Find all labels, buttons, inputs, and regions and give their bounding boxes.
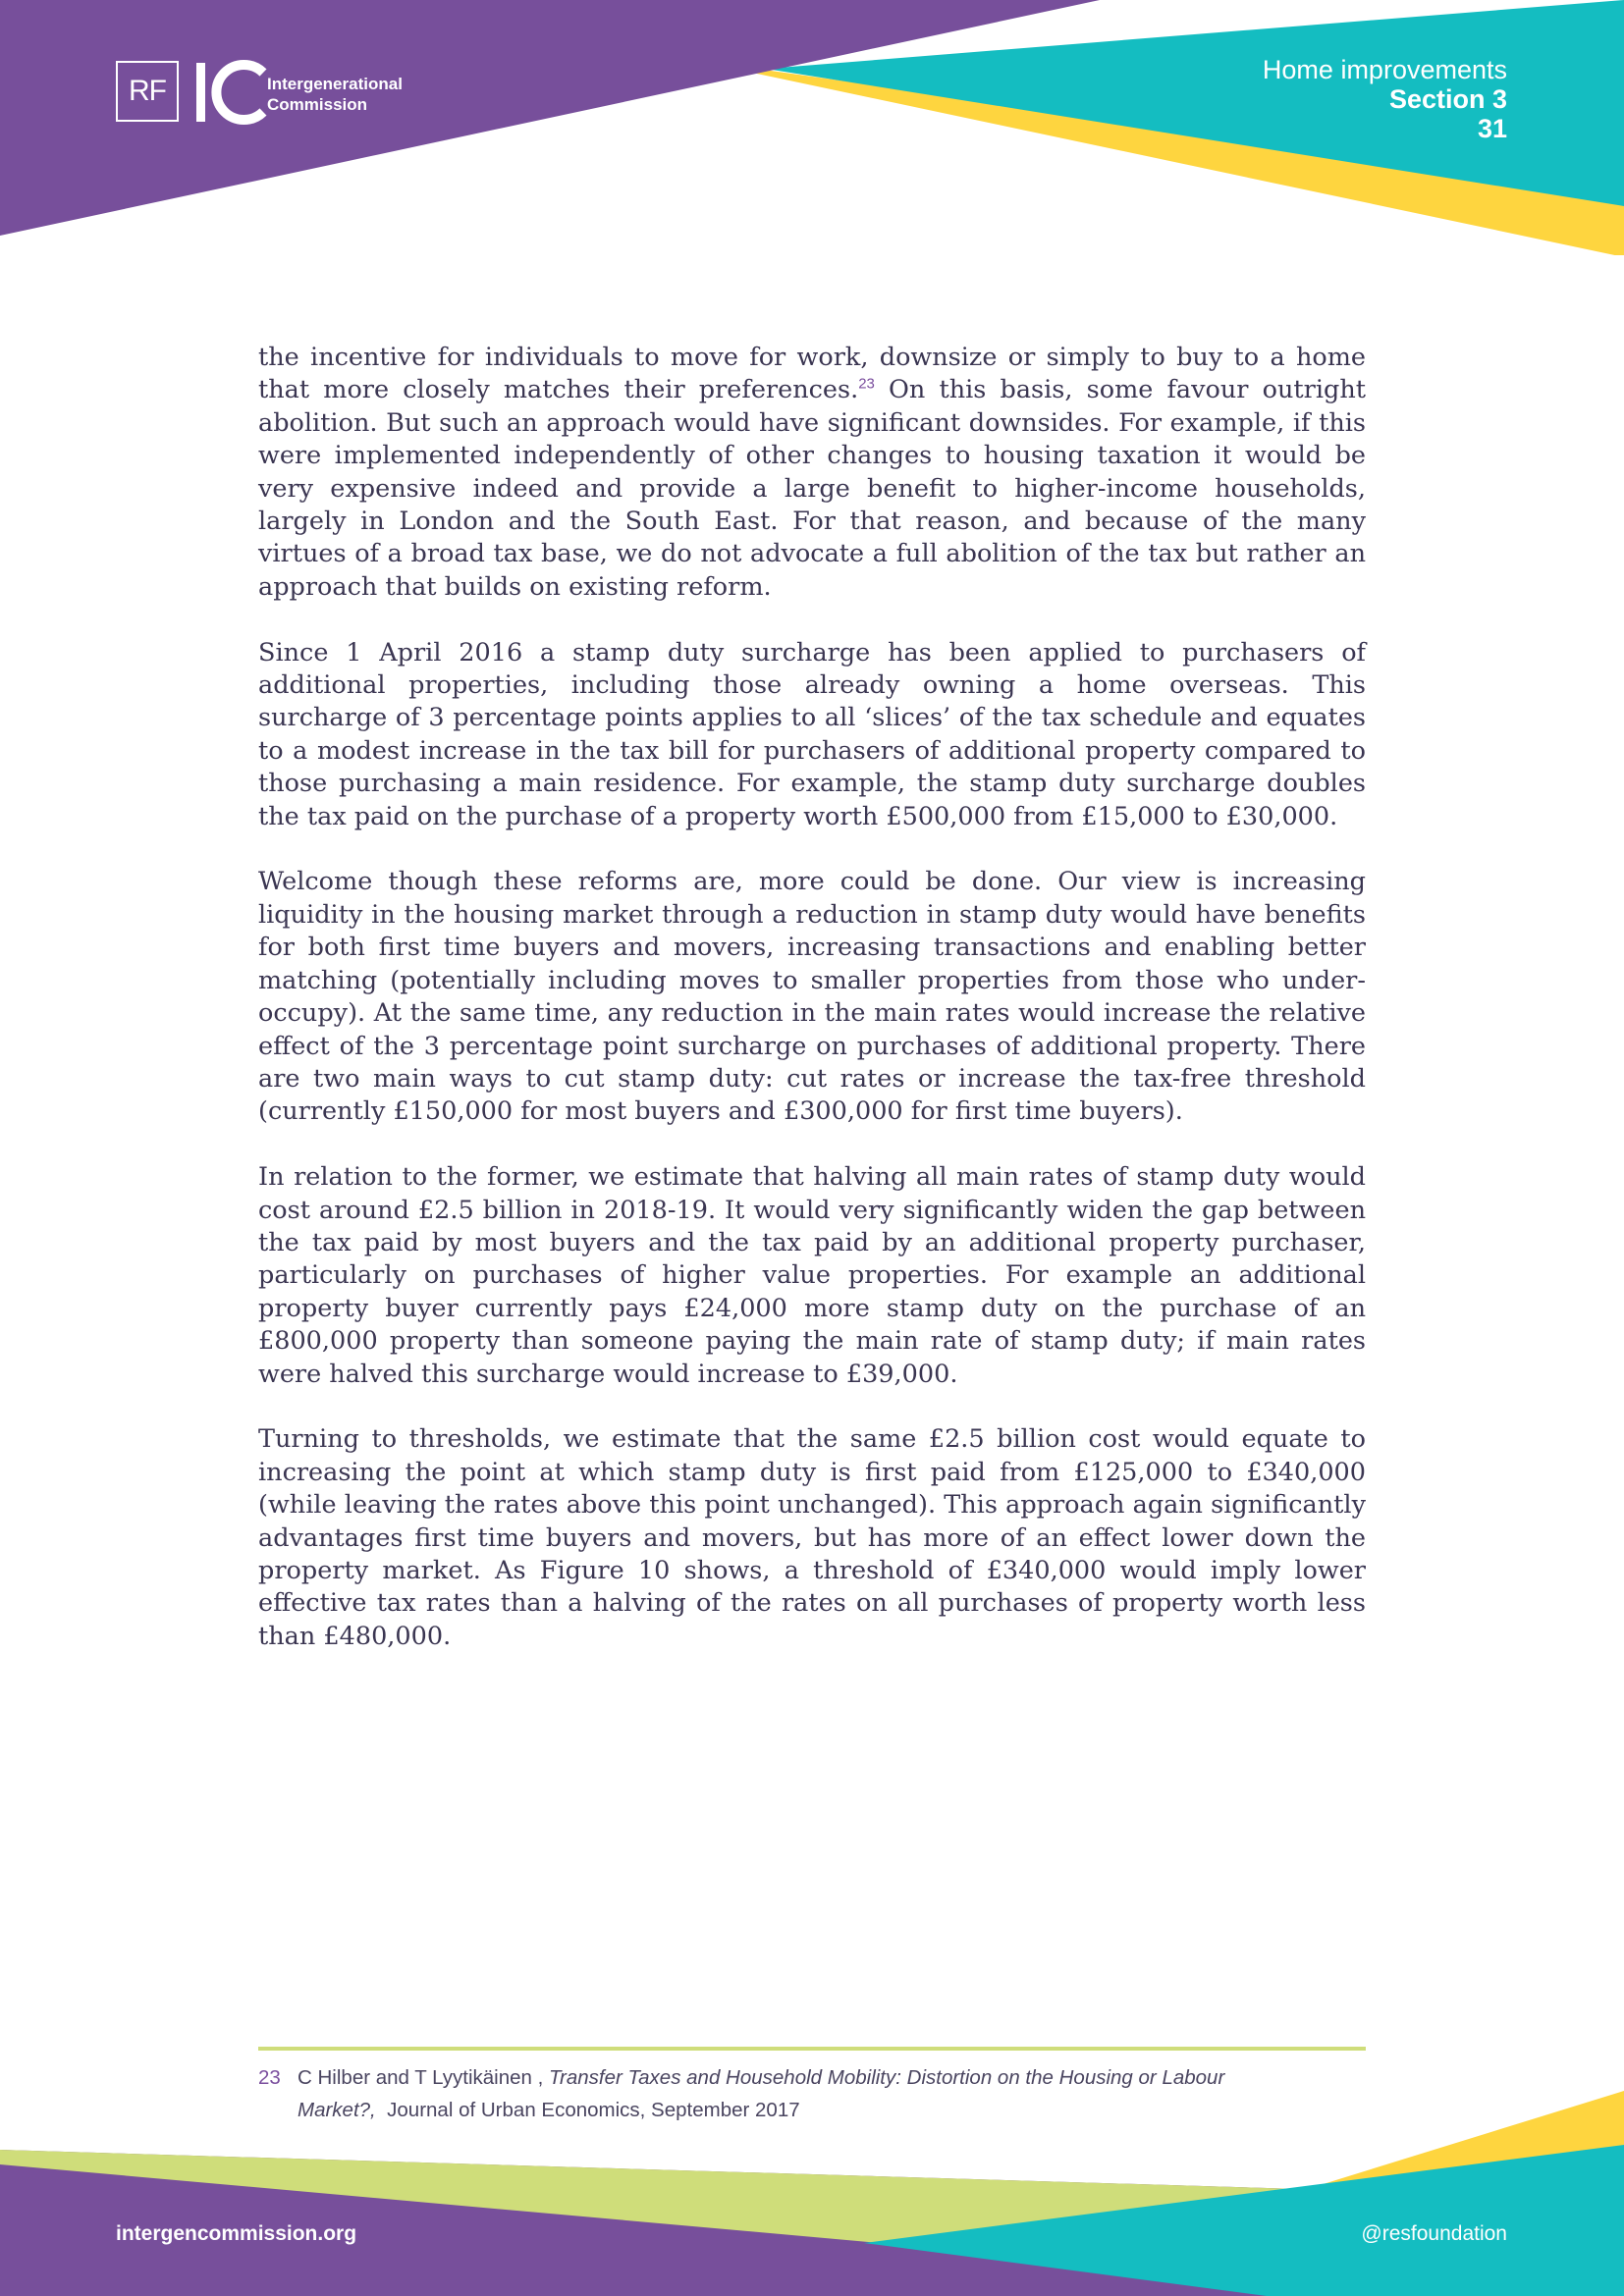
footnote-divider xyxy=(258,2047,1366,2051)
ic-logo-line2: Commission xyxy=(267,95,368,114)
footnote-number: 23 xyxy=(258,2066,281,2089)
running-header xyxy=(1263,55,1507,143)
ic-logo-text xyxy=(267,74,403,115)
footnote-title-1: Transfer Taxes and Household Mobility: Distortion on the Housing or Labour xyxy=(549,2066,1225,2089)
website-link[interactable]: intergencommission.org xyxy=(116,2222,357,2245)
paragraph-2: Since 1 April 2016 a stamp duty surcharge has been applied to purchasers of additional properties, including those already owning a home overseas. This surcharge of 3 percentage points applies to all ‘slices’ of the tax schedule and equates to a modest increase in the tax bill for purchasers of additional property compared to those purchasing a main residence. For example, the stamp duty surcharge doubles the tax paid on the purchase of a property worth £500,000 from £15,000 to £30,000. xyxy=(258,637,1366,831)
paragraph-1-continued: On this basis, some favour outright abolition. But such an approach would have significant downsides. For example, if this were implemented independently of other changes to housing taxation it would be very expensive indeed and provide a large benefit to higher-income households, largely in London and the South East. For that reason, and because of the many virtues of a broad tax base, we do not advocate a full abolition of the tax but rather an approach that builds on existing reform. xyxy=(258,375,1366,602)
footnote-reference[interactable]: 23 xyxy=(858,375,875,393)
footnote-authors: C Hilber and T Lyytikäinen , xyxy=(298,2066,544,2089)
paragraph-5: Turning to thresholds, we estimate that the same £2.5 billion cost would equate to increasing the point at which stamp duty is first paid from £125,000 to £340,000 (while leaving the rates above this point unchanged). This approach again significantly advantages first time buyers and movers, but has more of an effect lower down the property market. As Figure 10 shows, a threshold of £340,000 would imply lower effective tax rates than a halving of the rates on all purchases of property worth less than £480,000. xyxy=(258,1424,1366,1651)
footnote-line-1 xyxy=(258,2061,1366,2094)
section-label: Section 3 xyxy=(1388,84,1507,114)
paragraph-1 xyxy=(258,342,1366,604)
rf-logo: RF xyxy=(116,61,179,122)
page-number: 31 xyxy=(1477,114,1507,143)
ic-logo-line1: Intergenerational xyxy=(267,75,403,93)
twitter-handle[interactable]: @resfoundation xyxy=(1361,2222,1507,2245)
paragraph-4: In relation to the former, we estimate that halving all main rates of stamp duty would cost around £2.5 billion in 2018-19. It would very significantly widen the gap between the tax paid by most buyers and the tax paid by an additional property purchaser, particularly on purchases of higher value properties. For example an additional property buyer currently pays £24,000 more stamp duty on the purchase of an £800,000 property than someone paying the main rate of stamp duty; if main rates were halved this surcharge would increase to £39,000. xyxy=(258,1162,1366,1389)
footnote-journal: Journal of Urban Economics, September 2017 xyxy=(387,2099,800,2121)
paragraph-3: Welcome though these reforms are, more could be done. Our view is increasing liquidity in the housing market through a reduction in stamp duty would have benefits for both first time buyers and movers, increasing transactions and enabling better matching (potentially including moves to smaller properties from those who under-occupy). At the same time, any reduction in the main rates would increase the relative effect of the 3 percentage point surcharge on purchases of additional property. There are two main ways to cut stamp duty: cut rates or increase the tax-free threshold (currently £150,000 for most buyers and £300,000 for first time buyers). xyxy=(258,867,1366,1127)
body-text xyxy=(258,342,1366,1686)
ic-logo-icon xyxy=(194,59,275,126)
paragraph-1-text: the incentive for individuals to move for work, downsize or simply to buy to a home that more closely matches their preferences. xyxy=(258,343,1366,405)
footer-band xyxy=(0,2091,1624,2296)
footnote-title-2: Market?, xyxy=(298,2099,376,2121)
chapter-title: Home improvements xyxy=(1262,55,1507,84)
